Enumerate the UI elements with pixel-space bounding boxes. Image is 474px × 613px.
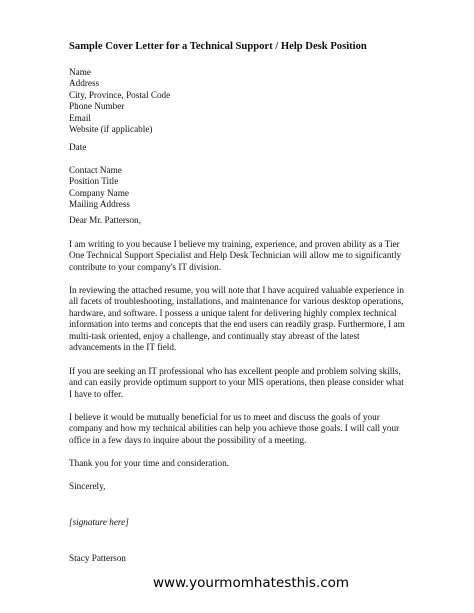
paragraph-line: contribute to your company's IT division. (69, 261, 222, 272)
paragraph-line: company and how my technical abilities can help you achieve those goals. I will call your (69, 423, 400, 434)
date-text: Date (69, 142, 87, 152)
recipient-address-block (69, 165, 130, 211)
paragraph-line: information into terms and concepts that the end users can readily grasp. Furthermore, I am (69, 319, 405, 330)
paragraph-3 (69, 366, 414, 400)
paragraph-1 (69, 239, 414, 273)
paragraph-line: I believe it would be mutually beneficial for us to meet and discuss the goals of your (69, 412, 380, 422)
sender-website: Website (if applicable) (69, 123, 153, 134)
closing (69, 481, 105, 492)
sender-email: Email (69, 112, 91, 123)
letter-title: Sample Cover Letter for a Technical Support / Help Desk Position (69, 41, 367, 52)
closing-text: Sincerely, (69, 481, 106, 491)
website-watermark: www.yourmomhatesthis.com (153, 575, 350, 591)
paragraph-line: I have to offer. (69, 388, 123, 399)
paragraph-4 (69, 412, 414, 446)
paragraph-line: One Technical Support Specialist and Help Desk Technician will allow me to significantly (69, 250, 402, 261)
paragraph-line: hardware, and software. I possess a unique talent for delivering highly complex technical (69, 307, 397, 318)
paragraph-line: I am writing to you because I believe my training, experience, and proven ability as a Tier (69, 239, 400, 249)
paragraph-line: If you are seeking an IT professional who has excellent people and problem solving skills, (69, 366, 401, 376)
letter-date (69, 142, 86, 153)
signer-name-text: Stacy Patterson (69, 553, 126, 563)
signature-placeholder (69, 517, 129, 528)
paragraph-line: office in a few days to inquire about the possibility of a meeting. (69, 434, 307, 445)
paragraph-line: In reviewing the attached resume, you will note that I have acquired valuable experience in (69, 285, 404, 295)
paragraph-line: all facets of troubleshooting, installations, and maintenance for various desktop operations, (69, 296, 404, 307)
signature-placeholder-text: [signature here] (69, 517, 129, 527)
sender-name: Name (69, 67, 91, 77)
salutation (69, 215, 141, 226)
salutation-text: Dear Mr. Patterson, (69, 215, 141, 225)
paragraph-5 (69, 458, 414, 469)
recipient-company: Company Name (69, 187, 129, 198)
sender-address-block (69, 67, 170, 135)
paragraph-line: multi-task oriented, enjoy a challenge, and continually stay abreast of the latest (69, 330, 360, 341)
paragraph-line: advancements in the IT field. (69, 341, 177, 352)
recipient-mailing: Mailing Address (69, 199, 130, 210)
paragraph-2 (69, 285, 414, 353)
sender-address: Address (69, 78, 100, 89)
recipient-contact: Contact Name (69, 165, 122, 175)
sender-phone: Phone Number (69, 101, 125, 112)
paragraph-line: and can easily provide optimum support to your MIS operations, then please consider what (69, 377, 404, 388)
recipient-position: Position Title (69, 176, 119, 187)
paragraph-line: Thank you for your time and consideration. (69, 458, 229, 468)
signer-name (69, 553, 126, 564)
sender-city: City, Province, Postal Code (69, 89, 171, 100)
